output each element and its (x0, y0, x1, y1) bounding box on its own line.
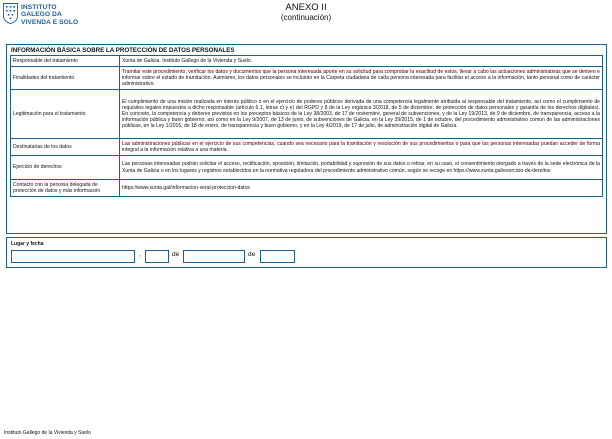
place-input[interactable] (11, 250, 135, 263)
row-value: https://www.xunta.gal/informacion-xeral-proteccion-datos (120, 180, 603, 197)
table-row (11, 90, 603, 139)
row-label: Ejercicio de derechos (11, 156, 120, 180)
footer-institution: Instituto Gallego de la Vivienda y Suelo (4, 430, 91, 436)
data-protection-table (10, 55, 603, 197)
data-protection-section (6, 44, 607, 234)
de-separator-1: de (172, 251, 180, 258)
day-input[interactable] (145, 250, 169, 263)
table-row (11, 180, 603, 197)
place-and-date-section (6, 237, 607, 268)
row-value: Las administraciones públicas en el ejercicio de sus competencias, cuando sea necesario para la tramitación y resolución de sus procedimientos o para que las personas interesadas puedan acceder de forma integral a la información relativa a una materia. (120, 139, 603, 156)
table-row (11, 56, 603, 67)
document-subtitle: (continuación) (280, 13, 332, 22)
row-label: Contacto con la persona delegada de protección de datos y más información (11, 180, 120, 197)
row-label: Legitimación para el tratamiento (11, 90, 120, 139)
row-value: Las personas interesadas podrán solicitar el acceso, rectificación, oposición, limitación, portabilidad y supresión de sus datos o retirar, en su caso, el consentimiento otorgado a través de la sede electrónica de la Xunta de Galicia o en los lugares y registros establecidos en la normativa reguladora del procedimiento administrativo común, según se recoge en https://www.xunta.gal/exercicio-de-dereitos (120, 156, 603, 180)
place-date-label: Lugar y fecha (11, 241, 44, 247)
logo-line-3: VIVENDA E SOLO (21, 18, 79, 26)
table-row (11, 67, 603, 90)
month-input[interactable] (183, 250, 245, 263)
comma-separator: , (139, 251, 141, 258)
document-title: ANEXO II (285, 2, 327, 13)
year-input[interactable] (260, 250, 295, 263)
row-label: Responsable del tratamiento (11, 56, 120, 67)
logo-line-1: INSTITUTO (21, 4, 57, 11)
table-row (11, 156, 603, 180)
data-protection-title: INFORMACIÓN BÁSICA SOBRE LA PROTECCIÓN DE DATOS PERSONALES (11, 47, 235, 54)
row-value: Tramitar este procedimiento, verificar los datos y documentos que la persona interesada aporte en su solicitud para comprobar la exactitud de estos, llevar a cabo las actuaciones administrativas que se deriven e informar sobre el estado de tramitación. Asimismo, los datos personales se incluirán en la Carpeta ciudadana de cada persona interesada para facilitar el acceso a la información, tanto personal como de carácter administrativo. (120, 67, 603, 90)
table-row (11, 139, 603, 156)
row-label: Finalidades del tratamiento (11, 67, 120, 90)
row-value: El cumplimiento de una misión realizada en interés público o en el ejercicio de poderes públicos derivada de una competencia legalmente atribuida al responsable del tratamiento, así como el cumplimiento de requisitos legales impuestos a dicho responsable (artículo 6.1, letras c) y e) del RGPD y 8 de la Ley orgánica 3/2018, de 5 de diciembre, de protección de datos personales y garantía de los derechos digitales). En concreto, la competencia y deberes previstos en los preceptos básicos de la Ley 38/2003, de 17 de noviembre, general de subvenciones, y de la Ley 19/2013, de 9 de diciembre, de transparencia, acceso a la información pública y buen gobierno, así como en la Ley 9/2007, de 13 de junio, de subvenciones de Galicia, en la Ley 39/2015, de 1 de octubre, del procedimiento administrativo común de las administraciones públicas, en la Ley 1/2016, de 18 de enero, de transparencia y buen gobierno, y en la Ley 4/2019, de 17 de julio, de administración digital de Galicia. (120, 90, 603, 139)
logo-line-2: GALEGO DA (21, 11, 62, 19)
row-label: Destinatarias de los datos (11, 139, 120, 156)
row-value: Xunta de Galicia. Instituto Gallego de la Vivienda y Suelo. (120, 56, 603, 67)
de-separator-2: de (248, 251, 256, 258)
